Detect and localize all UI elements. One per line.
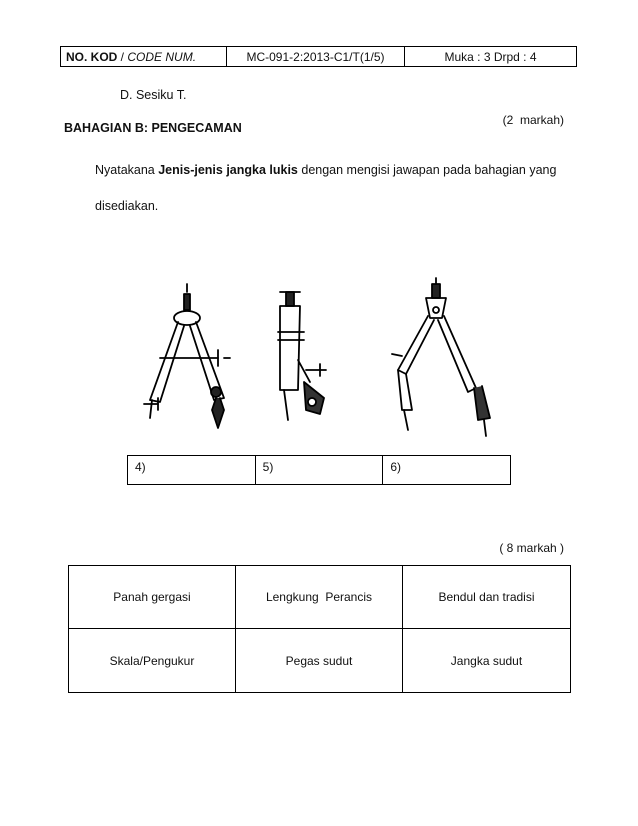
option-cell: Skala/Pengukur	[69, 629, 236, 692]
page-number: Muka : 3 Drpd : 4	[444, 49, 537, 64]
code-num-label: CODE NUM.	[127, 49, 197, 64]
compass-illustration	[120, 270, 520, 450]
code-value: MC-091-2:2013-C1/T(1/5)	[227, 47, 405, 66]
option-cell: Panah gergasi	[69, 566, 236, 629]
bow-compass-drawing	[144, 284, 230, 428]
section-marks: ( 8 markah )	[499, 541, 564, 555]
answer-box-6[interactable]: 6)	[390, 460, 402, 474]
option-cell: Pegas sudut	[236, 629, 403, 692]
option-cell: Lengkung Perancis	[236, 566, 403, 629]
code-separator: /	[117, 49, 128, 64]
option-cell: Jangka sudut	[450, 653, 523, 668]
code-label: NO. KOD	[66, 49, 118, 64]
question-text-end: dengan mengisi jawapan pada bahagian yang	[297, 163, 557, 177]
previous-marks: (2 markah)	[502, 113, 564, 127]
drop-bow-compass-drawing	[278, 292, 326, 420]
previous-option-d: D. Sesiku T.	[120, 88, 187, 102]
question-text-start: Nyatakana	[95, 163, 159, 177]
large-compass-drawing	[392, 278, 490, 436]
section-title: BAHAGIAN B: PENGECAMAN	[64, 121, 242, 135]
question-line-2: disediakan.	[95, 199, 159, 213]
code-label-cell	[61, 47, 227, 66]
answer-box-5[interactable]: 5)	[256, 456, 384, 484]
option-cell: Bendul dan tradisi	[403, 566, 570, 629]
options-table	[68, 565, 571, 693]
question-line-1	[95, 163, 556, 177]
document-header	[60, 46, 577, 67]
answer-row	[127, 455, 511, 485]
answer-box-4[interactable]: 4)	[128, 456, 256, 484]
question-text-bold: Jenis-jenis jangka lukis	[158, 163, 298, 177]
